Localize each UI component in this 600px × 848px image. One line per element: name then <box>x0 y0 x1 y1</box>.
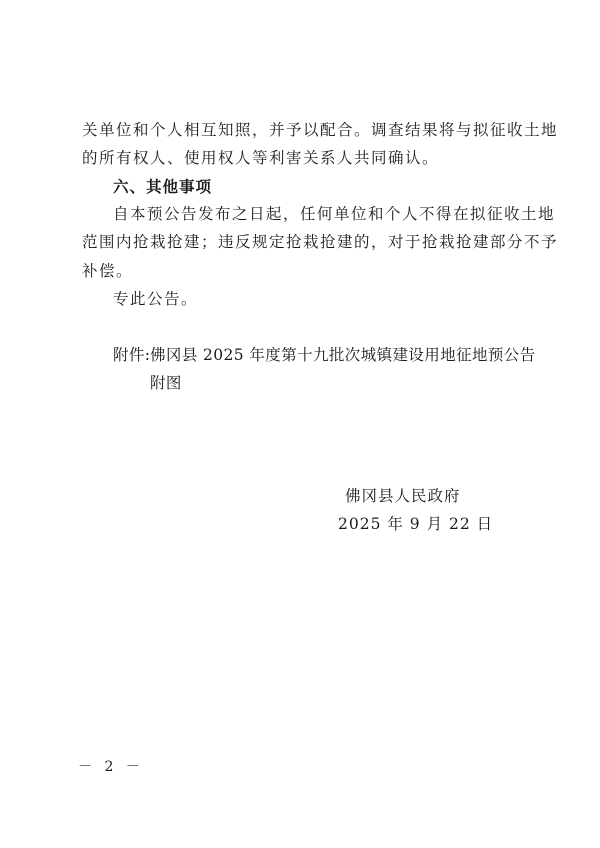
body-line: 的所有权人、使用权人等利害关系人共同确认。 <box>82 149 440 167</box>
attachment-title-continued: 附图 <box>150 374 182 392</box>
body-line: 自本预公告发布之日起，任何单位和个人不得在拟征收土地 <box>113 205 556 223</box>
body-line: 范围内抢栽抢建；违反规定抢栽抢建的，对于抢栽抢建部分不予 <box>82 233 559 251</box>
attachment-label: 附件: <box>113 346 151 364</box>
issuer-name: 佛冈县人民政府 <box>345 487 461 505</box>
issue-date: 2025 年 9 月 22 日 <box>338 515 494 533</box>
attachment-title: 佛冈县 2025 年度第十九批次城镇建设用地征地预公告 <box>150 346 536 364</box>
body-line: 补偿。 <box>82 262 134 280</box>
section-heading: 六、其他事项 <box>113 178 213 196</box>
body-line: 关单位和个人相互知照，并予以配合。调查结果将与拟征收土地 <box>82 121 559 139</box>
closing-line: 专此公告。 <box>113 290 199 308</box>
page-number: － 2 － <box>78 759 144 775</box>
